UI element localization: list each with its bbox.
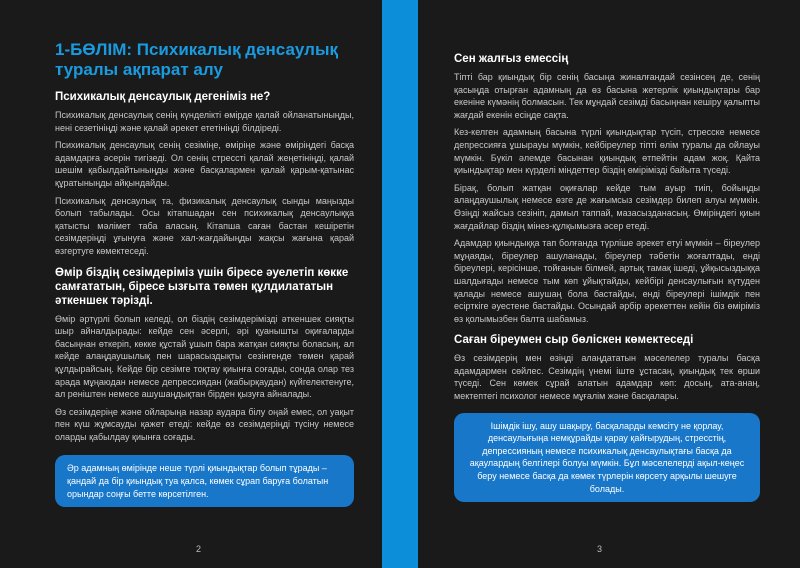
page-number-right: 3: [597, 544, 603, 554]
right-page: [418, 0, 800, 568]
paragraph: Өз сезімдерің мен өзіңді алаңдататын мәселелер туралы басқа адамдармен сөйлес. Сезімдің үнемі іште ұстасаң, қиындық тек өрши түседі. Сен көмек сұрай алатын адамдар көп: досың, ата-анаң, мектептегі психолог немесе мұғалім және басқалары.: [454, 353, 760, 402]
paragraph: Өз сезімдеріңе және ойларыңа назар аудара білу оңай емес, ол уақыт пен күш жұмсауды қажет етеді: кейде өз сезімдеріңді түсіну немесе оларды қабылдау қиынға соғады.: [55, 406, 354, 442]
section-heading-swing: Өмір біздің сезімдеріміз үшін біресе әуелетіп көкке самғататын, біресе ызғыта төмен құлдилататын әткеншек тәрізді.: [55, 266, 349, 307]
section-heading-mental-health: Психикалық денсаулық дегеніміз не?: [55, 91, 271, 103]
paragraph: Тіпті бар қиындық бір сенің басыңа жиналғандай сезінсең де, сенің қасыңда отырған адамның да өз басына жетерлік қиындықтары бар екеніне күмәнің болмасын. Тек мұндай сезімді басыңнан кешіру қалыпты жағдай екенін есіңде сақта.: [454, 72, 760, 120]
book-spine: [382, 0, 418, 568]
help-callout: Әр адамның өмірінде неше түрлі қиындықтар болып тұрады – қандай да бір қиындық туа қалса, көмек сұрап баруға болатын орындар соңғы бетте көрсетілген.: [55, 455, 354, 507]
paragraph: Өмір әртүрлі болып келеді, ол біздің сезімдерімізді әткеншек сияқты шыр айналдырады: кейде сен әсерлі, әрі қуанышты оқиғаларды басыңнан өткеріп, көкке құстай ұшып бара жатқан сияқты боласың, ал кейде алаңдаушылық пен шарасыздықты сезінгенде төмен қарай құлдырайсың. Кейде бір сезімге тоқтау қиынға соғады, сонда олар тез арада мұңаюдан немесе депрессиядан (жабырқаудан) күйгелектенуге, ал реніштен немесе ашушаңдықтан бірден қызуға айналады.: [55, 313, 354, 400]
left-page: [0, 0, 382, 568]
section-heading-sharing-helps: Саған біреумен сыр бөліскен көмектеседі: [454, 334, 694, 347]
paragraph: Адамдар қиындыққа тап болғанда түрліше әрекет етуі мүмкін – біреулер мұңаяды, біреулер ашуланады, біреулер тәбетін жоғалтады, енді біреулері, керісінше, тойғанын білмей, артық тамақ ішеді, ұйқысыздыққа шалдығады немесе тым көп ұйықтайды, кейбірі денсаулығын күтуден қалады немесе ашушаң бола бастайды, енді біреулері ішімдік пен есірткіге әуестене бастайды. Осындай әрбір әрекеттен кейін біз өміріміз өз қолымызбен балта шабамыз.: [454, 238, 760, 324]
section-heading-not-alone: Сен жалғыз емессің: [454, 53, 569, 65]
warning-signs-callout: Ішімдік ішу, ашу шақыру, басқаларды кемсіту не қорлау, денсаулығыңа немқұрайды қарау қайғырудың, стресстің, депрессияның немесе психикалық денсаулықтағы басқа да ақаулардың белгілері болуы мүмкін. Бұл мәселелерді ақыл-кеңес беру немесе басқа да көмек түрлерін көрсету арқылы шешуге болады.: [454, 413, 760, 503]
page-number-left: 2: [196, 544, 202, 554]
paragraph: Психикалық денсаулық сенің сезіміңе, өміріңе және өміріңдегі басқа адамдарға әсерін тигізеді. Ол сенің стрессті қалай жеңетініңді, қалай шешім қабылдайтыныңды және басқалармен қалай қарым-қатынас құратыныңды айқындайды.: [55, 140, 354, 188]
paragraph: Психикалық денсаулық та, физикалық денсаулық сынды маңызды болып табылады. Осы кітапшадан сен психикалық денсаулыққа қатысты мәлімет таба аласың. Кітапша саған бастан кешіретін сезімдеріңді ұғынуға және хал-жағдайыңды жақсы жағына қарай өзгертуге көмектеседі.: [55, 195, 354, 256]
chapter-title: 1-БӨЛІМ: Психикалық денсаулық туралы ақпарат алу: [55, 40, 338, 79]
paragraph: Психикалық денсаулық сенің күнделікті өмірде қалай ойланатыныңды, нені сезетініңді және қалай әрекет ететініңді білдіреді.: [55, 110, 354, 133]
paragraph: Бірақ, болып жатқан оқиғалар кейде тым ауыр тиіп, бойыңды алаңдаушылық немесе өзге де жағымсыз сезімдер билеп алуы мүмкін. Өзіңді жайсыз сезініп, дамыл таппай, мазасызданасың. Өміріңдегі қиын жағдайлар біздің мінез-құлқымызға әсер етеді.: [454, 182, 760, 231]
paragraph: Кез-келген адамның басына түрлі қиындықтар түсіп, стресске немесе депрессияға ұшырауы мүмкін, кейбіреулер тіпті өлім туралы да ойлауы мүмкін. Бүкіл әлемде басынан қиындық өтпейтін адам жоқ. Қайта қиындықтар мен күрделі міндеттер біздің өмірімізді байыта түседі.: [454, 127, 760, 176]
